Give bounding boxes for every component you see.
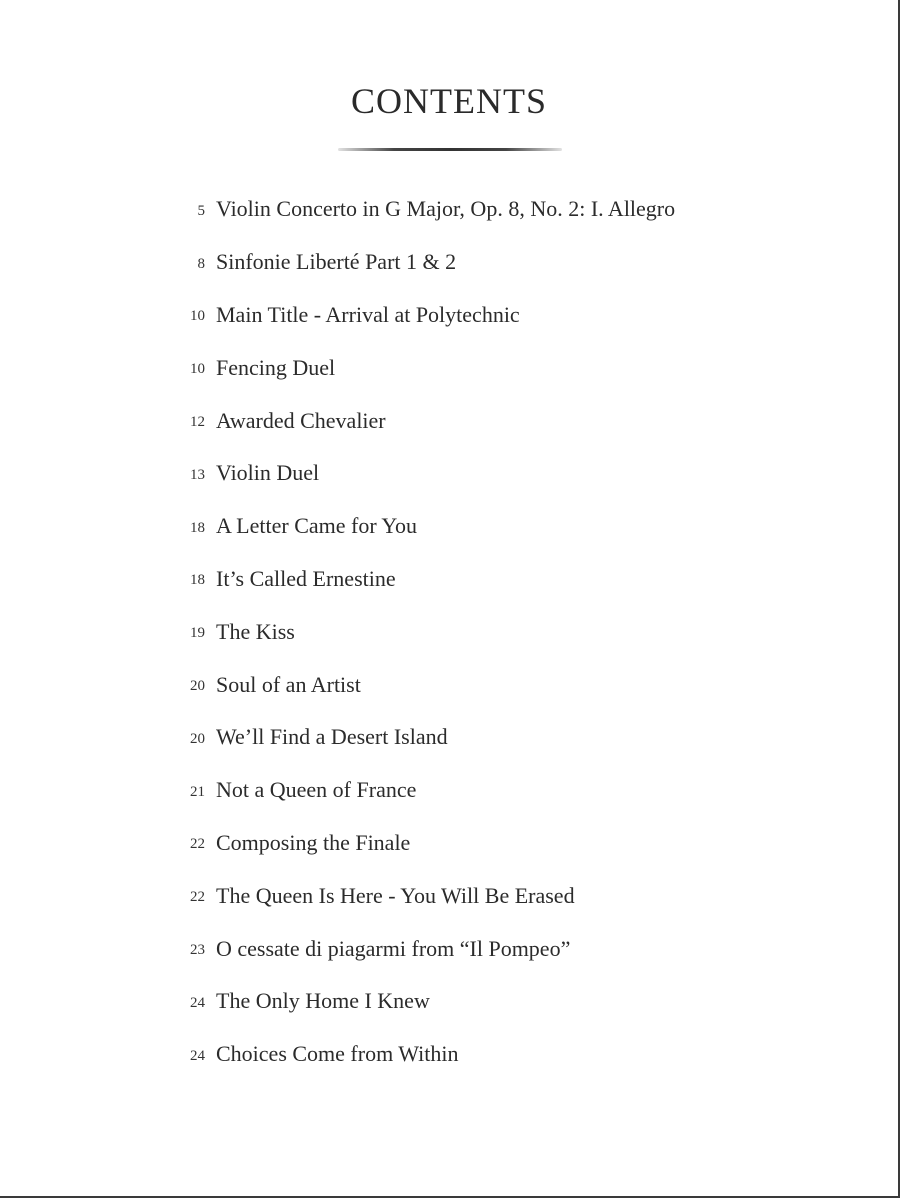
contents-entry	[0, 817, 900, 870]
entry-page-number: 8	[197, 255, 205, 272]
entry-title: The Only Home I Knew	[216, 988, 430, 1014]
contents-entry	[0, 764, 900, 817]
entry-page-number: 13	[190, 466, 205, 483]
entry-page-number: 21	[190, 783, 205, 800]
entry-page-number: 22	[190, 836, 205, 853]
contents-entry	[0, 553, 900, 606]
contents-entry	[0, 975, 900, 1028]
entry-page-number: 5	[197, 202, 205, 219]
entry-title: Awarded Chevalier	[216, 407, 386, 433]
contents-entry	[0, 869, 900, 922]
entry-title: It’s Called Ernestine	[216, 565, 396, 591]
entry-title: Violin Concerto in G Major, Op. 8, No. 2: I. Allegro	[216, 196, 676, 222]
entry-title: Composing the Finale	[216, 829, 411, 855]
entry-title: O cessate di piagarmi from “Il Pompeo”	[216, 935, 571, 961]
contents-entry	[0, 605, 900, 658]
entry-page-number: 23	[190, 942, 205, 959]
entry-title: Violin Duel	[216, 460, 320, 486]
contents-entry	[0, 394, 900, 447]
contents-entry	[0, 447, 900, 500]
contents-entry	[0, 500, 900, 553]
contents-list	[0, 183, 900, 1081]
entry-title: The Kiss	[216, 618, 295, 644]
contents-entry	[0, 183, 900, 236]
entry-title: Choices Come from Within	[216, 1041, 459, 1067]
entry-title: Sinfonie Liberté Part 1 & 2	[216, 249, 457, 275]
entry-page-number: 10	[190, 361, 205, 378]
entry-page-number: 20	[190, 678, 205, 695]
entry-page-number: 18	[190, 519, 205, 536]
contents-entry	[0, 341, 900, 394]
entry-page-number: 22	[190, 889, 205, 906]
entry-page-number: 24	[190, 994, 205, 1011]
entry-page-number: 20	[190, 730, 205, 747]
entry-page-number: 12	[190, 414, 205, 431]
entry-title: Not a Queen of France	[216, 777, 417, 803]
contents-entry	[0, 711, 900, 764]
contents-entry	[0, 289, 900, 342]
entry-title: Main Title - Arrival at Polytechnic	[216, 301, 520, 327]
entry-title: Soul of an Artist	[216, 671, 361, 697]
title-divider	[338, 148, 562, 151]
contents-entry	[0, 922, 900, 975]
contents-entry	[0, 236, 900, 289]
page-title: CONTENTS	[351, 81, 547, 121]
contents-entry	[0, 658, 900, 711]
entry-title: Fencing Duel	[216, 354, 336, 380]
entry-page-number: 24	[190, 1047, 205, 1064]
entry-title: A Letter Came for You	[216, 513, 418, 539]
entry-page-number: 10	[190, 308, 205, 325]
contents-entry	[0, 1028, 900, 1081]
entry-page-number: 18	[190, 572, 205, 589]
entry-title: The Queen Is Here - You Will Be Erased	[216, 882, 575, 908]
entry-page-number: 19	[190, 625, 205, 642]
entry-title: We’ll Find a Desert Island	[216, 724, 448, 750]
